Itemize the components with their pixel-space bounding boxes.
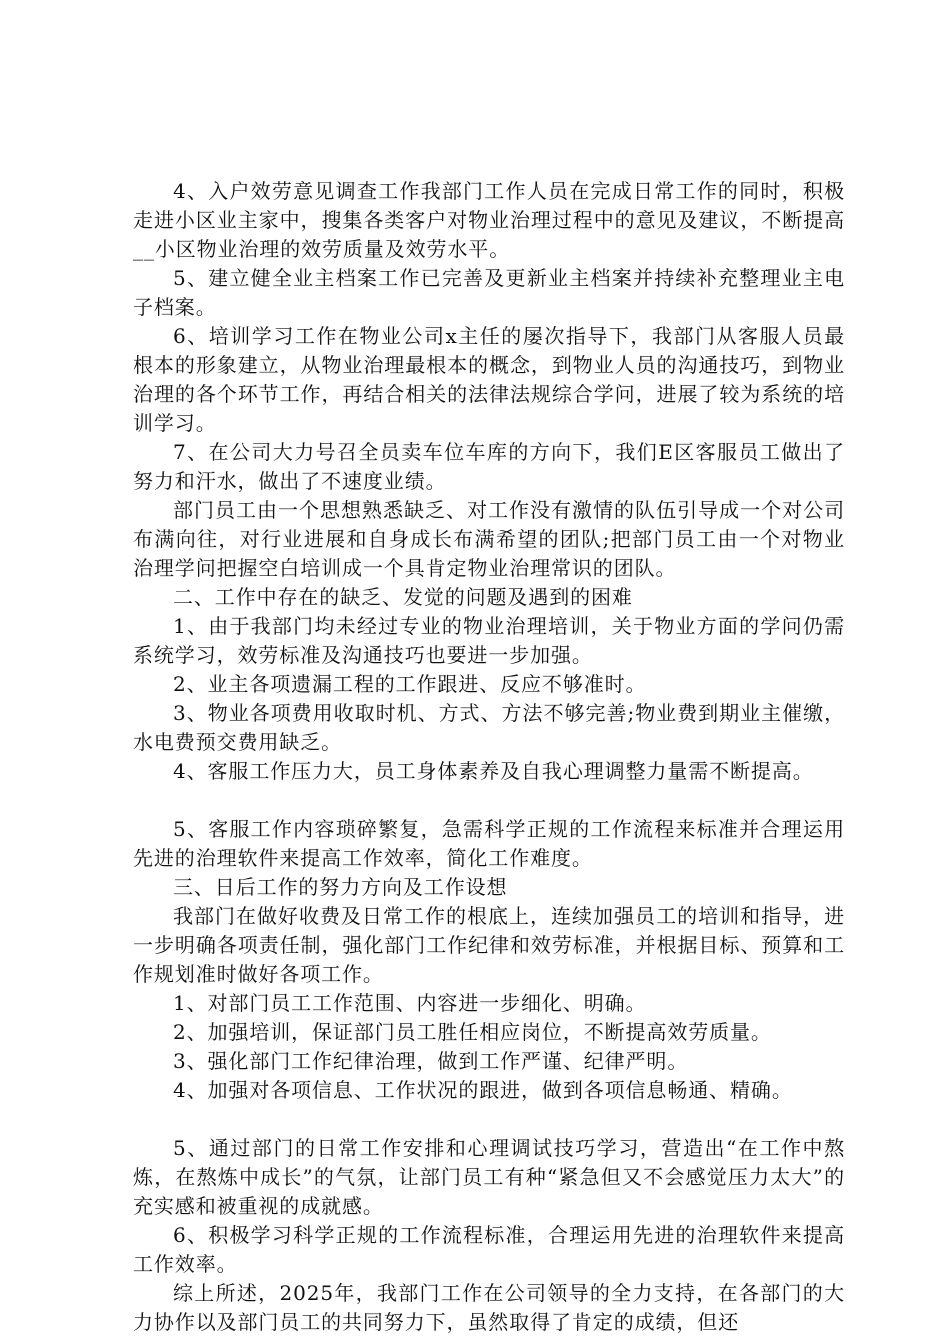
- paragraph-plan-3: 3、强化部门工作纪律治理，做到工作严谨、纪律严明。: [173, 1049, 689, 1073]
- section-heading-plans: 三、日后工作的努力方向及工作设想: [173, 875, 508, 899]
- paragraph-problem-4: 4、客服工作压力大，员工身体素养及自我心理调整力量需不断提高。: [173, 759, 814, 783]
- paragraph-plan-1: 1、对部门员工工作范围、内容进一步细化、明确。: [173, 991, 647, 1015]
- document-body: [133, 177, 845, 1337]
- paragraph-plan-4: 4、加强对各项信息、工作状况的跟进，做到各项信息畅通、精确。: [173, 1078, 793, 1102]
- paragraph-owner-archives: 5、建立健全业主档案工作已完善及更新业主档案并持续补充整理业主电子档案。: [133, 266, 845, 319]
- paragraph-plan-intro: 我部门在做好收费及日常工作的根底上，连续加强员工的培训和指导，进一步明确各项责任制，强化部门工作纪律和效劳标准，并根据目标、预算和工作规划准时做好各项工作。: [133, 904, 845, 986]
- paragraph-plan-5: 5、通过部门的日常工作安排和心理调试技巧学习，营造出“在工作中熬炼，在熬炼中成长”的气氛，让部门员工有种“紧急但又不会感觉压力太大”的充实感和被重视的成就感。: [133, 1136, 845, 1218]
- paragraph-plan-2: 2、加强培训，保证部门员工胜任相应岗位，不断提高效劳质量。: [173, 1020, 772, 1044]
- paragraph-parking-sales: 7、在公司大力号召全员卖车位车库的方向下，我们E区客服员工做出了努力和汗水，做出了不速度业绩。: [133, 440, 845, 493]
- paragraph-service-survey: 4、入户效劳意见调查工作我部门工作人员在完成日常工作的同时，积极走进小区业主家中，搜集各类客户对物业治理过程中的意见及建议，不断提高__小区物业治理的效劳质量及效劳水平。: [133, 179, 845, 261]
- paragraph-plan-6: 6、积极学习科学正规的工作流程标准，合理运用先进的治理软件来提高工作效率。: [133, 1223, 845, 1276]
- section-heading-problems: 二、工作中存在的缺乏、发觉的问题及遇到的困难: [173, 585, 633, 609]
- paragraph-summary: 综上所述，2025年，我部门工作在公司领导的全力支持，在各部门的大力协作以及部门员工的共同努力下，虽然取得了肯定的成绩，但还: [133, 1281, 845, 1334]
- paragraph-problem-2: 2、业主各项遗漏工程的工作跟进、反应不够准时。: [173, 672, 647, 696]
- paragraph-problem-5: 5、客服工作内容琐碎繁复，急需科学正规的工作流程来标准并合理运用先进的治理软件来提高工作效率，简化工作难度。: [133, 817, 845, 870]
- paragraph-problem-1: 1、由于我部门均未经过专业的物业治理培训，关于物业方面的学问仍需系统学习，效劳标准及沟通技巧也要进一步加强。: [133, 614, 845, 667]
- paragraph-team-building: 部门员工由一个思想熟悉缺乏、对工作没有激情的队伍引导成一个对公司布满向往，对行业进展和自身成长布满希望的团队;把部门员工由一个对物业治理学问把握空白培训成一个具肯定物业治理常识的团队。: [133, 498, 845, 580]
- paragraph-training: 6、培训学习工作在物业公司x主任的屡次指导下，我部门从客服人员最根本的形象建立，从物业治理最根本的概念，到物业人员的沟通技巧，到物业治理的各个环节工作，再结合相关的法律法规综合学问，进展了较为系统的培训学习。: [133, 324, 845, 435]
- paragraph-problem-3: 3、物业各项费用收取时机、方式、方法不够完善;物业费到期业主催缴，水电费预交费用缺乏。: [133, 701, 845, 754]
